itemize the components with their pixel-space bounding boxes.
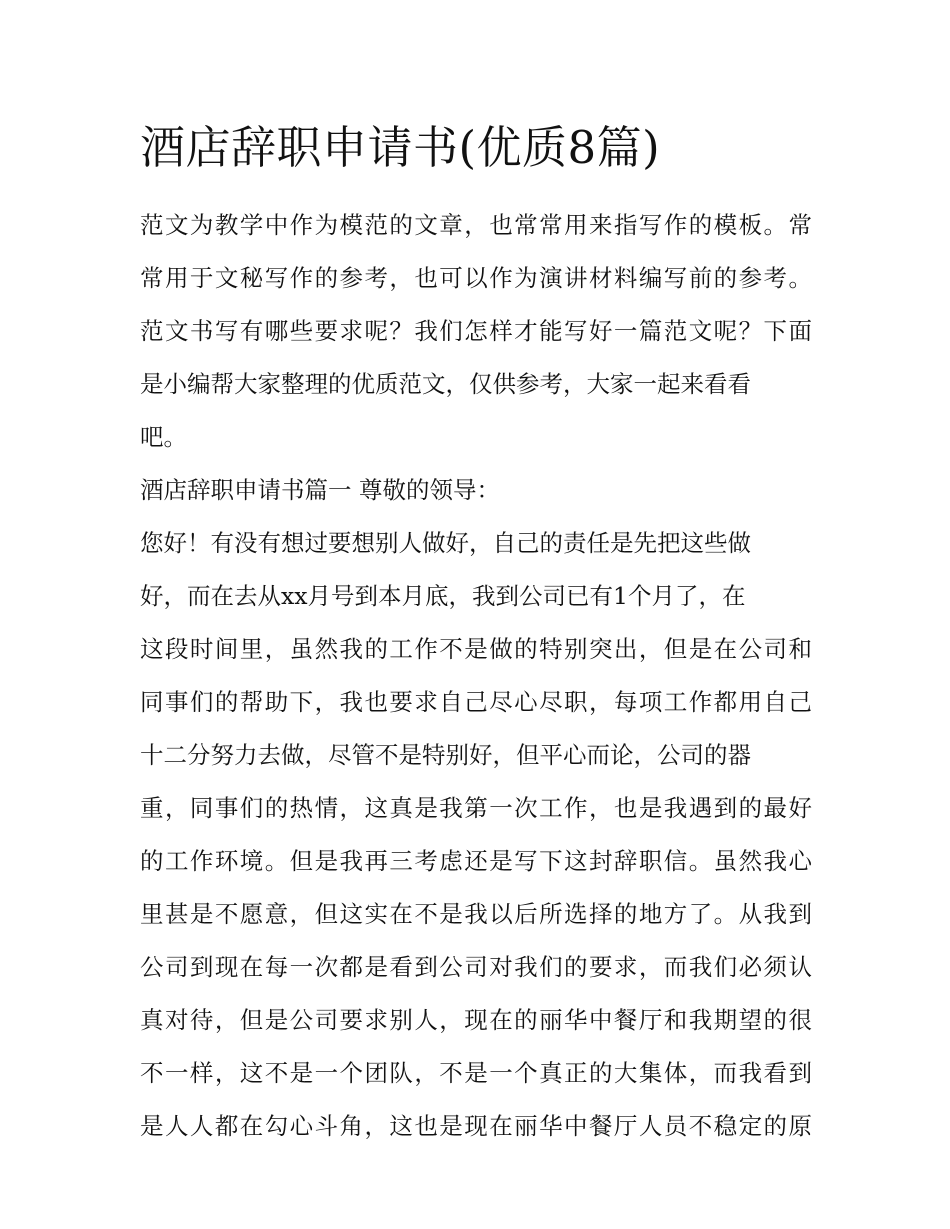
body-line: 范文书写有哪些要求呢？我们怎样才能写好一篇范文呢？下面 [140,317,812,345]
document-body [140,199,812,1153]
body-line: 是人人都在勾心斗角，这也是现在丽华中餐厅人员不稳定的原 [140,1112,812,1140]
body-line: 这段时间里，虽然我的工作不是做的特别突出，但是在公司和 [140,635,812,663]
body-line: 不一样，这不是一个团队，不是一个真正的大集体，而我看到 [140,1059,812,1087]
body-line: 公司到现在每一次都是看到公司对我们的要求，而我们必须认 [140,953,812,981]
body-line: 常用于文秘写作的参考，也可以作为演讲材料编写前的参考。 [140,264,812,292]
body-line: 是小编帮大家整理的优质范文，仅供参考，大家一起来看看 [140,370,751,398]
body-line: 重，同事们的热情，这真是我第一次工作，也是我遇到的最好 [140,794,812,822]
body-line: 吧。 [140,423,187,451]
body-line: 酒店辞职申请书篇一 尊敬的领导： [140,476,500,504]
body-line: 好，而在去从xx月号到本月底，我到公司已有1个月了，在 [140,582,746,610]
document-title: 酒店辞职申请书(优质8篇) [140,121,661,174]
body-line: 十二分努力去做，尽管不是特别好，但平心而论，公司的器 [140,741,751,769]
body-line: 范文为教学中作为模范的文章，也常常用来指写作的模板。常 [140,211,812,239]
body-line: 里甚是不愿意，但这实在不是我以后所选择的地方了。从我到 [140,900,812,928]
body-line: 同事们的帮助下，我也要求自己尽心尽职，每项工作都用自己 [140,688,812,716]
body-line: 的工作环境。但是我再三考虑还是写下这封辞职信。虽然我心 [140,847,812,875]
body-line: 您好！有没有想过要想别人做好，自己的责任是先把这些做 [140,529,751,557]
body-line: 真对待，但是公司要求别人，现在的丽华中餐厅和我期望的很 [140,1006,812,1034]
